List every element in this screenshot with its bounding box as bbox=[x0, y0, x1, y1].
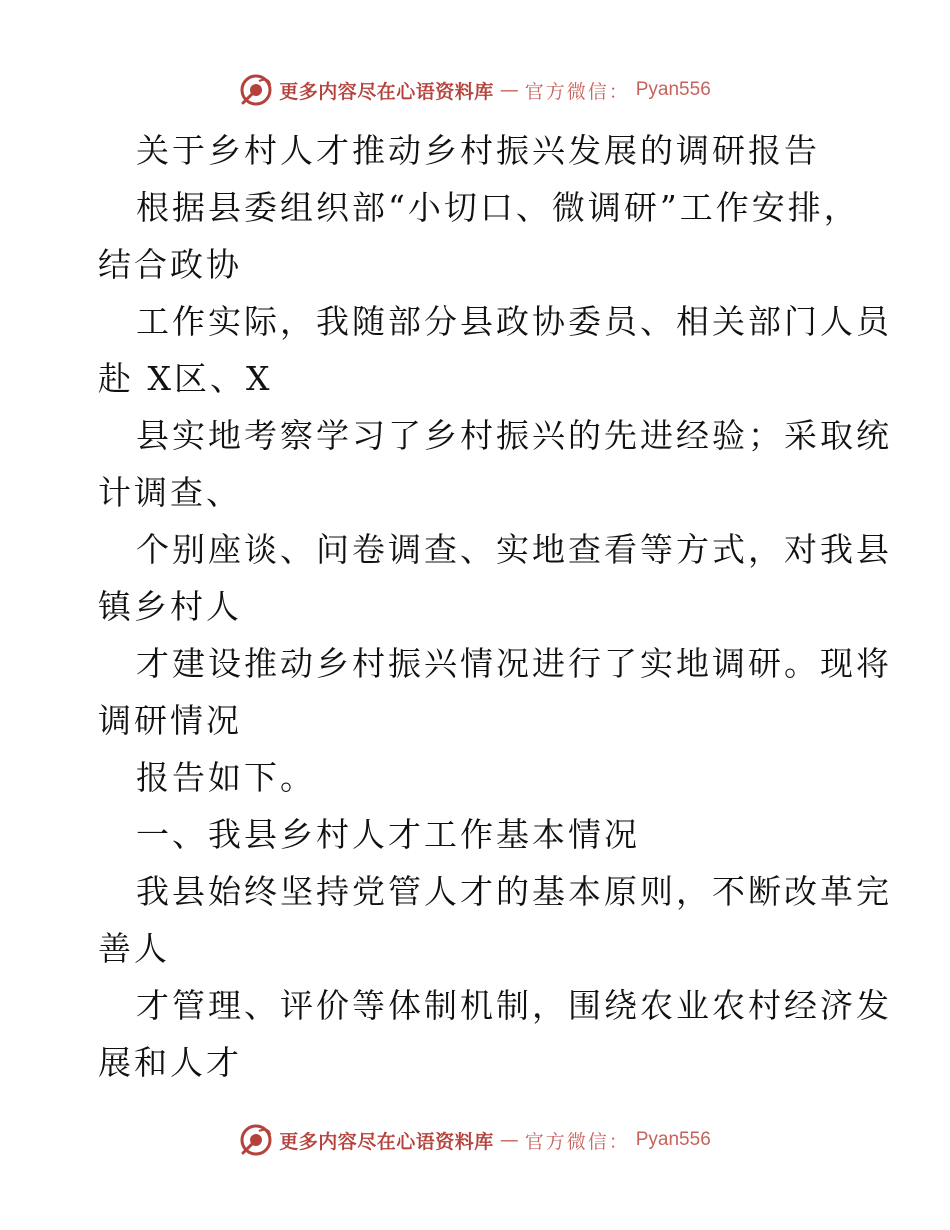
text-line: 计调查、 bbox=[98, 473, 242, 512]
footer-banner-text: 更多内容尽在心语资料库 bbox=[279, 1130, 494, 1153]
quill-logo-icon bbox=[239, 73, 273, 107]
text-line: 工作实际，我随部分县政协委员、相关部门人员 bbox=[136, 302, 892, 341]
text-line: 关于乡村人才推动乡村振兴发展的调研报告 bbox=[136, 131, 820, 170]
text-line: 赴 X区、X bbox=[98, 359, 273, 398]
footer-banner-separator: — bbox=[499, 1129, 519, 1151]
header-wechat-id: Pyan556 bbox=[635, 79, 711, 100]
text-line: 结合政协 bbox=[98, 245, 242, 284]
text-line: 才建设推动乡村振兴情况进行了实地调研。现将 bbox=[136, 644, 892, 683]
quill-logo-icon bbox=[239, 1123, 273, 1157]
header-banner bbox=[0, 70, 950, 110]
header-banner-separator: — bbox=[499, 79, 519, 101]
text-line: 善人 bbox=[98, 929, 170, 968]
text-line: 一、我县乡村人才工作基本情况 bbox=[136, 815, 640, 854]
footer-wechat-label: 官方微信： bbox=[524, 1130, 630, 1153]
text-line: 报告如下。 bbox=[136, 758, 316, 797]
text-line: 调研情况 bbox=[98, 701, 242, 740]
footer-banner bbox=[0, 1120, 950, 1160]
text-line: 我县始终坚持党管人才的基本原则，不断改革完 bbox=[136, 872, 892, 911]
footer-wechat-id: Pyan556 bbox=[635, 1129, 711, 1150]
text-line: 县实地考察学习了乡村振兴的先进经验；采取统 bbox=[136, 416, 892, 455]
text-line: 才管理、评价等体制机制，围绕农业农村经济发 bbox=[136, 986, 892, 1025]
document-body bbox=[98, 122, 892, 1091]
header-wechat-label: 官方微信： bbox=[524, 80, 630, 103]
text-line: 根据县委组织部“小切口、微调研”工作安排， bbox=[136, 188, 860, 227]
text-line: 展和人才 bbox=[98, 1043, 242, 1082]
header-banner-text: 更多内容尽在心语资料库 bbox=[279, 80, 494, 103]
text-line: 镇乡村人 bbox=[98, 587, 242, 626]
text-line: 个别座谈、问卷调查、实地查看等方式，对我县 bbox=[136, 530, 892, 569]
